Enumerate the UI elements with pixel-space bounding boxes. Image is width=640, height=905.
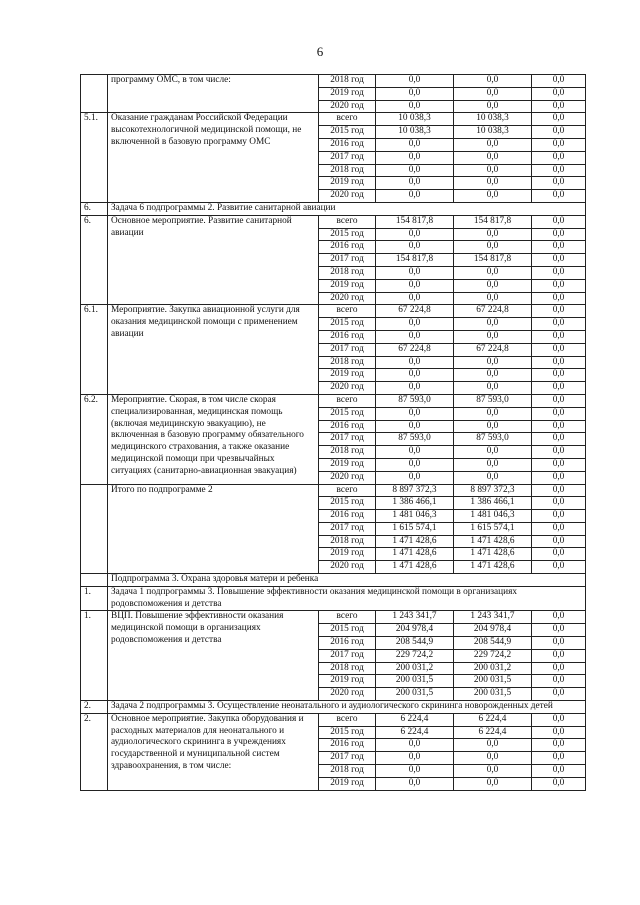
budget-value-cell: 0,0 xyxy=(454,369,532,382)
budget-value-cell: 10 038,3 xyxy=(454,126,532,139)
total-value-cell: 0,0 xyxy=(376,318,454,331)
total-value-cell: 6 224,4 xyxy=(376,713,454,726)
budget-value-cell: 208 544,9 xyxy=(454,637,532,650)
total-value-cell: 0,0 xyxy=(376,241,454,254)
budget-value-cell: 0,0 xyxy=(454,190,532,203)
other-value-cell: 0,0 xyxy=(532,535,586,548)
row-number: 6. xyxy=(81,215,108,305)
other-value-cell: 0,0 xyxy=(532,75,586,88)
other-value-cell: 0,0 xyxy=(532,305,586,318)
budget-value-cell: 0,0 xyxy=(454,356,532,369)
row-number: 6. xyxy=(81,202,108,215)
year-cell: 2019 год xyxy=(319,279,376,292)
year-cell: 2020 год xyxy=(319,382,376,395)
total-value-cell: 1 471 428,6 xyxy=(376,561,454,574)
budget-value-cell: 87 593,0 xyxy=(454,394,532,407)
total-value-cell: 229 724,2 xyxy=(376,649,454,662)
other-value-cell: 0,0 xyxy=(532,649,586,662)
year-cell: 2015 год xyxy=(319,228,376,241)
budget-value-cell: 0,0 xyxy=(454,446,532,459)
budget-value-cell: 0,0 xyxy=(454,382,532,395)
measure-name: Мероприятие. Закупка авиационной услуги для оказания медицинской помощи с применением авиации xyxy=(108,305,319,395)
budget-value-cell: 0,0 xyxy=(454,228,532,241)
total-value-cell: 67 224,8 xyxy=(376,343,454,356)
row-number xyxy=(81,484,108,574)
year-cell: всего xyxy=(319,484,376,497)
year-cell: 2016 год xyxy=(319,330,376,343)
budget-value-cell: 200 031,5 xyxy=(454,675,532,688)
row-number xyxy=(81,75,108,113)
budget-value-cell: 200 031,5 xyxy=(454,688,532,701)
other-value-cell: 0,0 xyxy=(532,382,586,395)
budget-value-cell: 229 724,2 xyxy=(454,649,532,662)
total-value-cell: 200 031,5 xyxy=(376,688,454,701)
year-cell: 2015 год xyxy=(319,126,376,139)
total-value-cell: 0,0 xyxy=(376,164,454,177)
total-value-cell: 0,0 xyxy=(376,471,454,484)
table-body xyxy=(81,75,586,791)
budget-value-cell: 0,0 xyxy=(454,739,532,752)
total-value-cell: 154 817,8 xyxy=(376,215,454,228)
other-value-cell: 0,0 xyxy=(532,484,586,497)
year-cell: 2016 год xyxy=(319,739,376,752)
total-value-cell: 200 031,2 xyxy=(376,662,454,675)
other-value-cell: 0,0 xyxy=(532,458,586,471)
row-number: 6.2. xyxy=(81,394,108,484)
section-heading: Задача 1 подпрограммы 3. Повышение эффективности оказания медицинской помощи в организациях родовспоможения и детства xyxy=(108,586,586,611)
budget-value-cell: 0,0 xyxy=(454,241,532,254)
budget-value-cell: 1 471 428,6 xyxy=(454,535,532,548)
measure-name: Итого по подпрограмме 2 xyxy=(108,484,319,574)
other-value-cell: 0,0 xyxy=(532,765,586,778)
total-value-cell: 0,0 xyxy=(376,138,454,151)
budget-value-cell: 204 978,4 xyxy=(454,624,532,637)
total-value-cell: 0,0 xyxy=(376,369,454,382)
year-cell: 2015 год xyxy=(319,318,376,331)
total-value-cell: 204 978,4 xyxy=(376,624,454,637)
year-cell: 2018 год xyxy=(319,662,376,675)
total-value-cell: 0,0 xyxy=(376,407,454,420)
table-row xyxy=(81,75,586,88)
year-cell: 2016 год xyxy=(319,420,376,433)
other-value-cell: 0,0 xyxy=(532,777,586,790)
budget-value-cell: 0,0 xyxy=(454,318,532,331)
budget-value-cell: 154 817,8 xyxy=(454,254,532,267)
total-value-cell: 1 471 428,6 xyxy=(376,535,454,548)
other-value-cell: 0,0 xyxy=(532,330,586,343)
budget-value-cell: 1 243 341,7 xyxy=(454,611,532,624)
other-value-cell: 0,0 xyxy=(532,100,586,113)
row-number: 1. xyxy=(81,586,108,611)
year-cell: 2017 год xyxy=(319,151,376,164)
total-value-cell: 0,0 xyxy=(376,190,454,203)
total-value-cell: 1 481 046,3 xyxy=(376,510,454,523)
other-value-cell: 0,0 xyxy=(532,356,586,369)
year-cell: 2019 год xyxy=(319,369,376,382)
year-cell: 2019 год xyxy=(319,675,376,688)
total-value-cell: 200 031,5 xyxy=(376,675,454,688)
year-cell: 2015 год xyxy=(319,497,376,510)
other-value-cell: 0,0 xyxy=(532,126,586,139)
section-heading: Задача 6 подпрограммы 2. Развитие санитарной авиации xyxy=(108,202,586,215)
other-value-cell: 0,0 xyxy=(532,522,586,535)
budget-value-cell: 0,0 xyxy=(454,151,532,164)
budget-value-cell: 1 471 428,6 xyxy=(454,561,532,574)
other-value-cell: 0,0 xyxy=(532,471,586,484)
other-value-cell: 0,0 xyxy=(532,637,586,650)
year-cell: 2018 год xyxy=(319,765,376,778)
year-cell: 2017 год xyxy=(319,522,376,535)
table-row xyxy=(81,484,586,497)
total-value-cell: 208 544,9 xyxy=(376,637,454,650)
row-number: 5.1. xyxy=(81,113,108,203)
budget-value-cell: 1 481 046,3 xyxy=(454,510,532,523)
total-value-cell: 0,0 xyxy=(376,292,454,305)
year-cell: 2018 год xyxy=(319,535,376,548)
other-value-cell: 0,0 xyxy=(532,138,586,151)
total-value-cell: 1 471 428,6 xyxy=(376,548,454,561)
other-value-cell: 0,0 xyxy=(532,151,586,164)
table-row xyxy=(81,394,586,407)
budget-value-cell: 0,0 xyxy=(454,100,532,113)
table-row xyxy=(81,215,586,228)
budget-value-cell: 10 038,3 xyxy=(454,113,532,126)
total-value-cell: 10 038,3 xyxy=(376,126,454,139)
budget-value-cell: 154 817,8 xyxy=(454,215,532,228)
total-value-cell: 10 038,3 xyxy=(376,113,454,126)
table-row xyxy=(81,113,586,126)
other-value-cell: 0,0 xyxy=(532,446,586,459)
other-value-cell: 0,0 xyxy=(532,369,586,382)
other-value-cell: 0,0 xyxy=(532,177,586,190)
year-cell: 2019 год xyxy=(319,177,376,190)
other-value-cell: 0,0 xyxy=(532,292,586,305)
year-cell: 2019 год xyxy=(319,548,376,561)
total-value-cell: 0,0 xyxy=(376,330,454,343)
section-heading-row xyxy=(81,574,586,587)
total-value-cell: 1 243 341,7 xyxy=(376,611,454,624)
budget-value-cell: 67 224,8 xyxy=(454,343,532,356)
other-value-cell: 0,0 xyxy=(532,164,586,177)
row-number xyxy=(81,574,108,587)
budget-value-cell: 1 471 428,6 xyxy=(454,548,532,561)
other-value-cell: 0,0 xyxy=(532,713,586,726)
other-value-cell: 0,0 xyxy=(532,407,586,420)
measure-name: Основное мероприятие. Закупка оборудования и расходных материалов для неонатального и аудиологического скрининга в учреждениях государственной и муниципальной систем здравоохранения, в том числе: xyxy=(108,713,319,790)
year-cell: 2020 год xyxy=(319,688,376,701)
year-cell: 2018 год xyxy=(319,446,376,459)
other-value-cell: 0,0 xyxy=(532,662,586,675)
total-value-cell: 0,0 xyxy=(376,382,454,395)
total-value-cell: 87 593,0 xyxy=(376,394,454,407)
row-number: 2. xyxy=(81,713,108,790)
total-value-cell: 0,0 xyxy=(376,777,454,790)
budget-value-cell: 6 224,4 xyxy=(454,713,532,726)
table-row xyxy=(81,611,586,624)
total-value-cell: 0,0 xyxy=(376,266,454,279)
total-value-cell: 0,0 xyxy=(376,446,454,459)
other-value-cell: 0,0 xyxy=(532,675,586,688)
year-cell: 2019 год xyxy=(319,87,376,100)
other-value-cell: 0,0 xyxy=(532,624,586,637)
total-value-cell: 0,0 xyxy=(376,228,454,241)
budget-value-cell: 0,0 xyxy=(454,177,532,190)
total-value-cell: 0,0 xyxy=(376,279,454,292)
total-value-cell: 0,0 xyxy=(376,151,454,164)
measure-name: Оказание гражданам Российской Федерации высокотехнологичной медицинской помощи, не включенной в базовую программу ОМС xyxy=(108,113,319,203)
year-cell: 2017 год xyxy=(319,254,376,267)
year-cell: 2016 год xyxy=(319,637,376,650)
budget-value-cell: 0,0 xyxy=(454,292,532,305)
other-value-cell: 0,0 xyxy=(532,420,586,433)
budget-value-cell: 0,0 xyxy=(454,279,532,292)
other-value-cell: 0,0 xyxy=(532,726,586,739)
total-value-cell: 0,0 xyxy=(376,356,454,369)
other-value-cell: 0,0 xyxy=(532,688,586,701)
other-value-cell: 0,0 xyxy=(532,87,586,100)
year-cell: 2019 год xyxy=(319,458,376,471)
budget-value-cell: 8 897 372,3 xyxy=(454,484,532,497)
year-cell: всего xyxy=(319,713,376,726)
other-value-cell: 0,0 xyxy=(532,215,586,228)
year-cell: 2016 год xyxy=(319,138,376,151)
other-value-cell: 0,0 xyxy=(532,497,586,510)
row-number: 2. xyxy=(81,701,108,714)
budget-value-cell: 0,0 xyxy=(454,266,532,279)
row-number: 1. xyxy=(81,611,108,701)
year-cell: 2015 год xyxy=(319,726,376,739)
year-cell: 2017 год xyxy=(319,343,376,356)
budget-value-cell: 0,0 xyxy=(454,471,532,484)
other-value-cell: 0,0 xyxy=(532,752,586,765)
total-value-cell: 0,0 xyxy=(376,739,454,752)
year-cell: 2020 год xyxy=(319,190,376,203)
section-heading: Подпрограмма 3. Охрана здоровья матери и ребенка xyxy=(108,574,586,587)
total-value-cell: 0,0 xyxy=(376,87,454,100)
total-value-cell: 154 817,8 xyxy=(376,254,454,267)
total-value-cell: 0,0 xyxy=(376,420,454,433)
other-value-cell: 0,0 xyxy=(532,113,586,126)
budget-table xyxy=(80,74,586,791)
budget-value-cell: 1 615 574,1 xyxy=(454,522,532,535)
budget-value-cell: 0,0 xyxy=(454,75,532,88)
other-value-cell: 0,0 xyxy=(532,739,586,752)
section-heading: Задача 2 подпрограммы 3. Осуществление неонатального и аудиологического скрининга новорожденных детей xyxy=(108,701,586,714)
budget-value-cell: 67 224,8 xyxy=(454,305,532,318)
table-row xyxy=(81,305,586,318)
total-value-cell: 0,0 xyxy=(376,765,454,778)
year-cell: 2016 год xyxy=(319,510,376,523)
year-cell: 2018 год xyxy=(319,164,376,177)
year-cell: всего xyxy=(319,113,376,126)
budget-value-cell: 0,0 xyxy=(454,407,532,420)
other-value-cell: 0,0 xyxy=(532,241,586,254)
total-value-cell: 0,0 xyxy=(376,100,454,113)
table-row xyxy=(81,713,586,726)
total-value-cell: 6 224,4 xyxy=(376,726,454,739)
section-heading-row xyxy=(81,701,586,714)
other-value-cell: 0,0 xyxy=(532,318,586,331)
section-heading-row xyxy=(81,202,586,215)
year-cell: 2018 год xyxy=(319,266,376,279)
other-value-cell: 0,0 xyxy=(532,279,586,292)
year-cell: 2017 год xyxy=(319,752,376,765)
year-cell: 2017 год xyxy=(319,433,376,446)
year-cell: 2019 год xyxy=(319,777,376,790)
other-value-cell: 0,0 xyxy=(532,190,586,203)
budget-value-cell: 0,0 xyxy=(454,752,532,765)
other-value-cell: 0,0 xyxy=(532,228,586,241)
other-value-cell: 0,0 xyxy=(532,433,586,446)
year-cell: 2018 год xyxy=(319,75,376,88)
budget-value-cell: 0,0 xyxy=(454,777,532,790)
other-value-cell: 0,0 xyxy=(532,254,586,267)
total-value-cell: 0,0 xyxy=(376,177,454,190)
year-cell: всего xyxy=(319,215,376,228)
other-value-cell: 0,0 xyxy=(532,394,586,407)
budget-value-cell: 0,0 xyxy=(454,458,532,471)
year-cell: 2017 год xyxy=(319,649,376,662)
year-cell: 2016 год xyxy=(319,241,376,254)
other-value-cell: 0,0 xyxy=(532,548,586,561)
budget-value-cell: 1 386 466,1 xyxy=(454,497,532,510)
year-cell: всего xyxy=(319,611,376,624)
measure-name: программу ОМС, в том числе: xyxy=(108,75,319,113)
budget-value-cell: 0,0 xyxy=(454,87,532,100)
total-value-cell: 1 615 574,1 xyxy=(376,522,454,535)
total-value-cell: 1 386 466,1 xyxy=(376,497,454,510)
year-cell: 2020 год xyxy=(319,561,376,574)
other-value-cell: 0,0 xyxy=(532,266,586,279)
budget-value-cell: 200 031,2 xyxy=(454,662,532,675)
total-value-cell: 67 224,8 xyxy=(376,305,454,318)
section-heading-row xyxy=(81,586,586,611)
budget-value-cell: 0,0 xyxy=(454,420,532,433)
total-value-cell: 87 593,0 xyxy=(376,433,454,446)
year-cell: 2015 год xyxy=(319,624,376,637)
year-cell: 2020 год xyxy=(319,471,376,484)
total-value-cell: 0,0 xyxy=(376,752,454,765)
budget-value-cell: 87 593,0 xyxy=(454,433,532,446)
year-cell: 2020 год xyxy=(319,100,376,113)
other-value-cell: 0,0 xyxy=(532,561,586,574)
year-cell: 2018 год xyxy=(319,356,376,369)
measure-name: Основное мероприятие. Развитие санитарной авиации xyxy=(108,215,319,305)
budget-value-cell: 0,0 xyxy=(454,164,532,177)
measure-name: Мероприятие. Скорая, в том числе скорая специализированная, медицинская помощь (включая медицинскую эвакуацию), не включенная в базовую программу обязательного медицинского страхования, а также оказание медицинской помощи при чрезвычайных ситуациях (санитарно-авиационная эвакуация) xyxy=(108,394,319,484)
budget-value-cell: 6 224,4 xyxy=(454,726,532,739)
year-cell: 2015 год xyxy=(319,407,376,420)
year-cell: всего xyxy=(319,305,376,318)
row-number: 6.1. xyxy=(81,305,108,395)
measure-name: ВЦП. Повышение эффективности оказания медицинской помощи в организациях родовспоможения и детства xyxy=(108,611,319,701)
page-number: 6 xyxy=(316,44,324,59)
other-value-cell: 0,0 xyxy=(532,611,586,624)
total-value-cell: 0,0 xyxy=(376,458,454,471)
year-cell: всего xyxy=(319,394,376,407)
total-value-cell: 8 897 372,3 xyxy=(376,484,454,497)
other-value-cell: 0,0 xyxy=(532,510,586,523)
year-cell: 2020 год xyxy=(319,292,376,305)
total-value-cell: 0,0 xyxy=(376,75,454,88)
budget-value-cell: 0,0 xyxy=(454,330,532,343)
budget-value-cell: 0,0 xyxy=(454,765,532,778)
other-value-cell: 0,0 xyxy=(532,343,586,356)
budget-value-cell: 0,0 xyxy=(454,138,532,151)
